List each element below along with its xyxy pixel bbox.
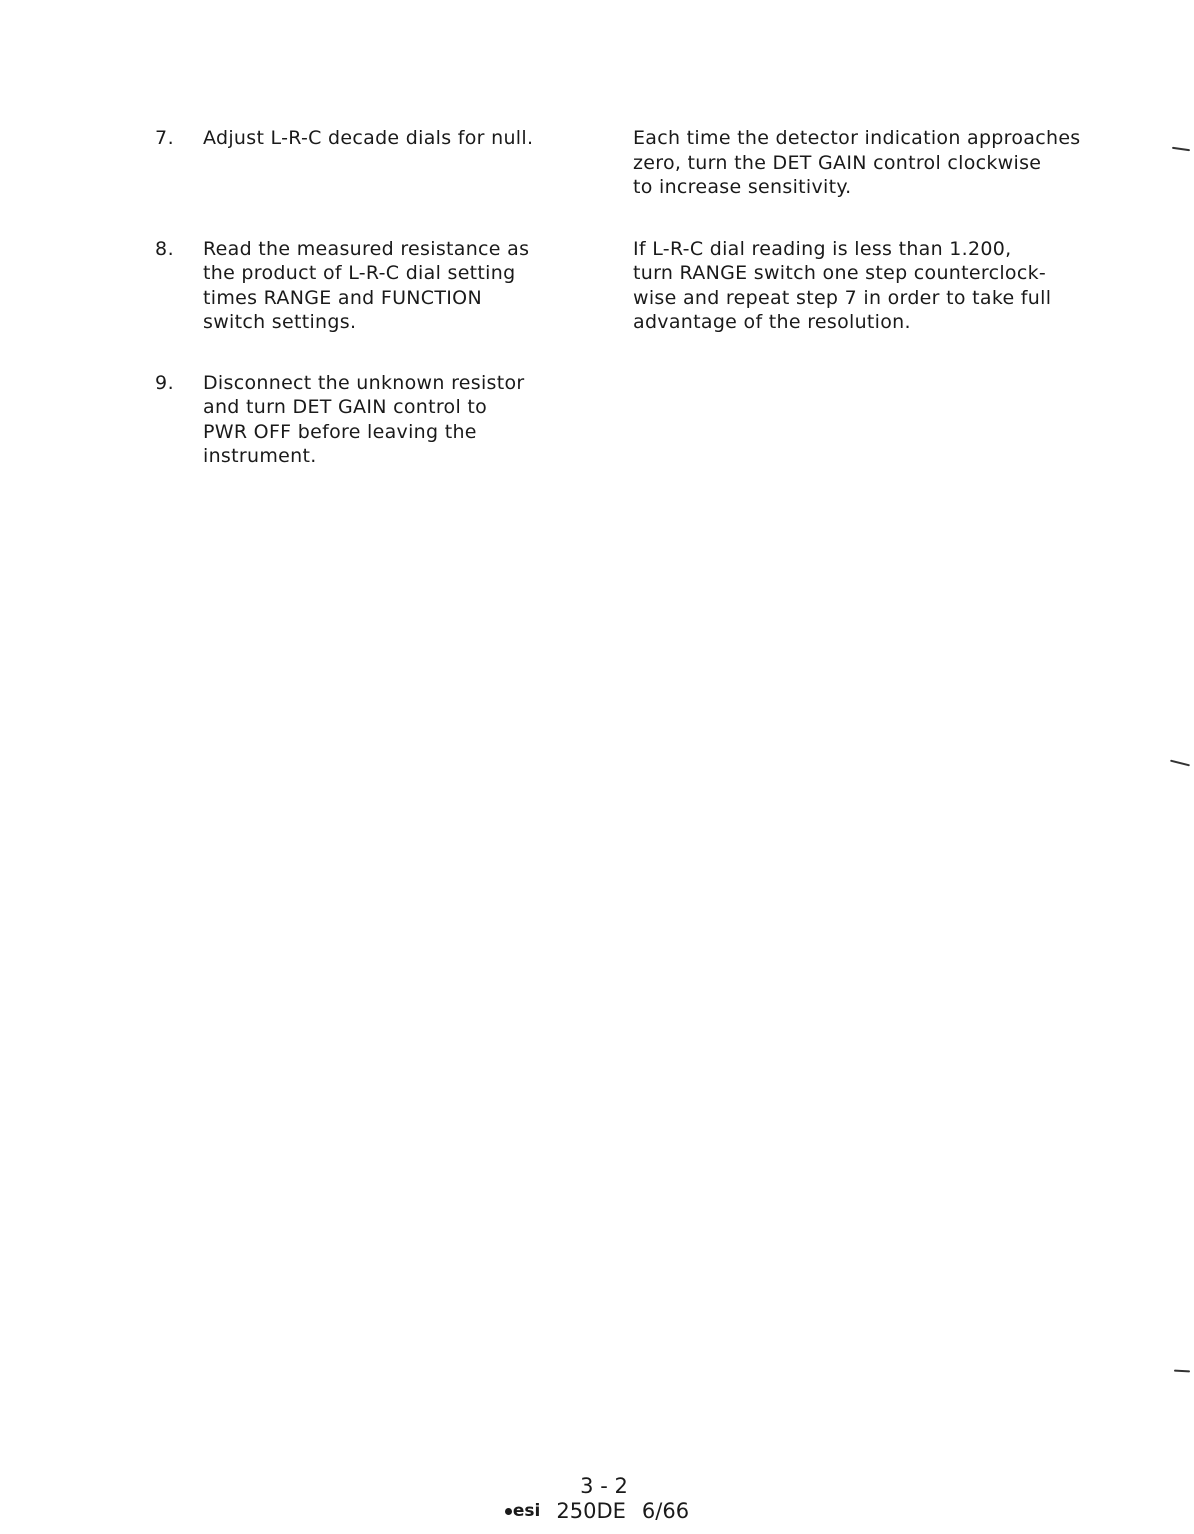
note-line: Each time the detector indication approaches xyxy=(633,127,1081,149)
step-number: 8. xyxy=(155,237,175,260)
instruction-line: times RANGE and FUNCTION xyxy=(203,286,482,309)
instruction-line: Read the measured resistance as xyxy=(203,237,530,260)
step-9 xyxy=(155,371,1115,469)
procedure-steps xyxy=(155,126,1115,469)
note-line: zero, turn the DET GAIN control clockwise xyxy=(633,151,1042,174)
step-note xyxy=(633,237,1113,335)
instruction-line: Disconnect the unknown resistor xyxy=(203,371,525,394)
instruction-line: and turn DET GAIN control to xyxy=(203,396,488,418)
note-line: advantage of the resolution. xyxy=(633,311,911,333)
step-7 xyxy=(155,126,1115,200)
footer-identification xyxy=(0,1499,1194,1524)
instruction-line: Adjust L-R-C decade dials for null. xyxy=(203,127,534,149)
step-instruction xyxy=(203,237,583,335)
note-line: If L-R-C dial reading is less than 1.200, xyxy=(633,237,1012,260)
model-number: 250DE xyxy=(556,1499,626,1523)
note-line: turn RANGE switch one step counterclock- xyxy=(633,262,1047,284)
esi-logo xyxy=(505,1499,540,1524)
step-note xyxy=(633,126,1113,200)
step-instruction xyxy=(203,371,583,469)
note-line: wise and repeat step 7 in order to take full xyxy=(633,286,1052,309)
page-footer xyxy=(0,1474,1194,1524)
step-number: 9. xyxy=(155,371,175,394)
step-number: 7. xyxy=(155,127,175,149)
margin-mark xyxy=(1172,147,1190,151)
logo-letters: esi xyxy=(512,1501,541,1521)
margin-mark xyxy=(1174,1370,1190,1373)
step-8 xyxy=(155,237,1115,335)
margin-mark xyxy=(1170,760,1190,767)
logo-dot-icon xyxy=(505,1508,512,1515)
revision-date: 6/66 xyxy=(641,1499,690,1523)
instruction-line: PWR OFF before leaving the xyxy=(203,420,477,443)
instruction-line: instrument. xyxy=(203,445,317,467)
page-number: 3 - 2 xyxy=(580,1474,628,1498)
step-instruction xyxy=(203,126,583,151)
note-line: to increase sensitivity. xyxy=(633,176,852,198)
instruction-line: the product of L-R-C dial setting xyxy=(203,262,516,284)
instruction-line: switch settings. xyxy=(203,311,357,333)
